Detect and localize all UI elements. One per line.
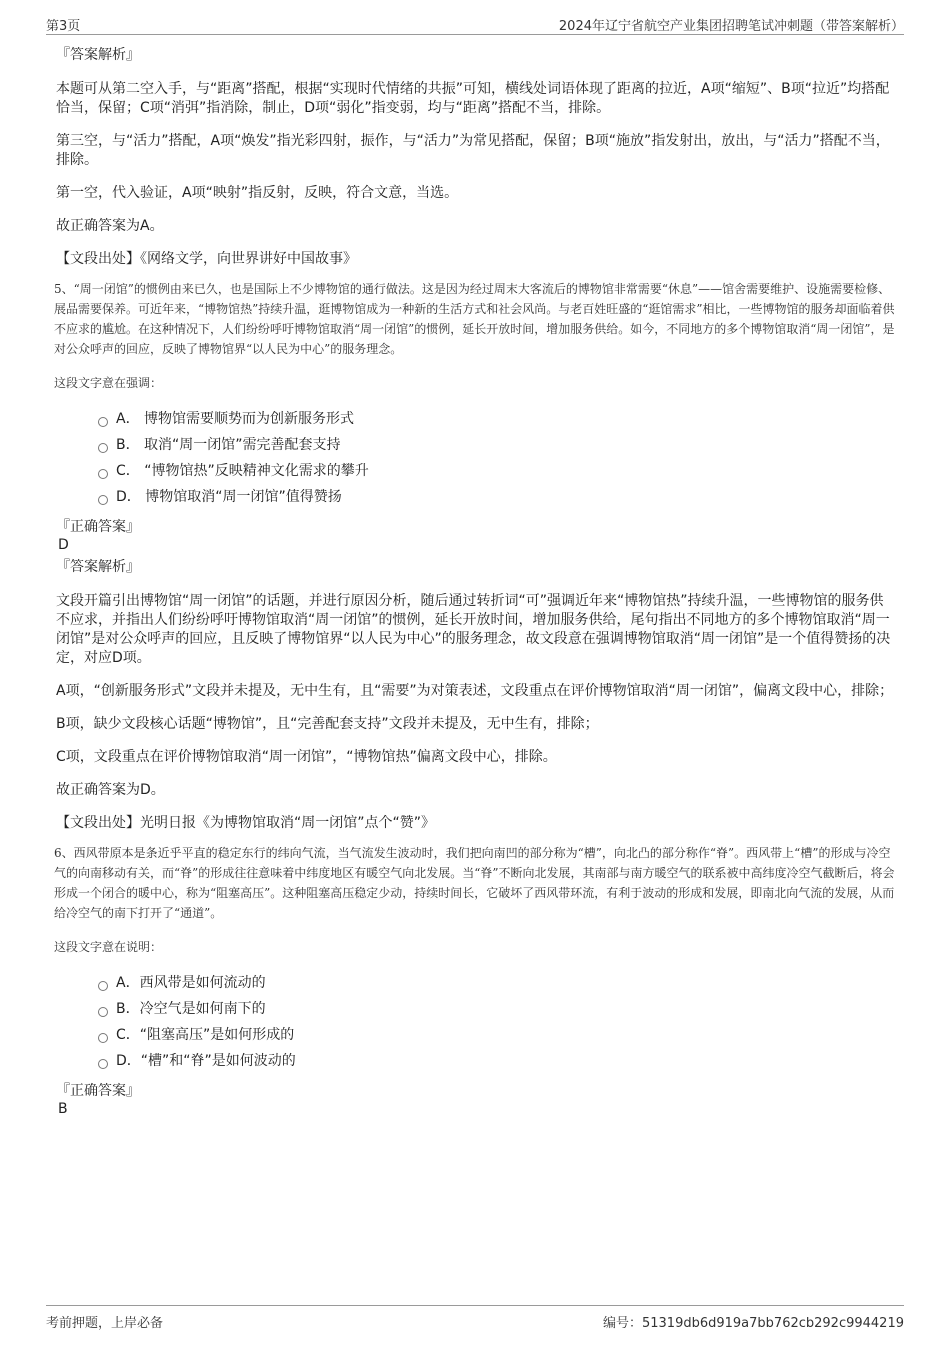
page-number: 第3页 bbox=[46, 19, 81, 34]
q4-analysis-para-4: 故正确答案为A。 bbox=[56, 218, 164, 234]
q6-answer-label: 『正确答案』 bbox=[56, 1083, 140, 1099]
radio-icon[interactable] bbox=[98, 1007, 108, 1017]
radio-icon[interactable] bbox=[98, 1033, 108, 1043]
q5-analysis-para-2: A项，“创新服务形式”文段并未提及，无中生有，且“需要”为对策表述，文段重点在评价博物馆取消“周一闭馆”，偏离文段中心，排除； bbox=[56, 683, 894, 699]
q5-prompt: 这段文字意在强调： bbox=[54, 376, 163, 390]
q5-text: 5、“周一闭馆”的惯例由来已久，也是国际上不少博物馆的通行做法。这是因为经过周末大客流后的博物馆非常需要“休息”——馆舍需要维护、设施需要检修、展品需要保养。可近年来，“博物馆热”持续升温，逛博物馆成为一种新的生活方式和社会风尚。与老百姓旺盛的“逛馆需求”相比，一些博物馆的服务却面临着供不应求的尴尬。在这种情况下，人们纷纷呼吁博物馆取消“周一闭馆”的惯例，延长开放时间，增加服务供给。如今，不同地方的多个博物馆取消“周一闭馆”，是对公众呼声的回应，反映了博物馆界“以人民为中心”的服务理念。 bbox=[54, 282, 895, 356]
radio-icon[interactable] bbox=[98, 495, 108, 505]
q5-options bbox=[98, 410, 896, 514]
page-header bbox=[46, 14, 904, 35]
q4-analysis-label: 『答案解析』 bbox=[56, 47, 140, 63]
q4-source: 【文段出处】《网络文学，向世界讲好中国故事》 bbox=[56, 251, 357, 267]
q5-option-b[interactable]: B． 取消“周一闭馆”需完善配套支持 bbox=[98, 436, 896, 462]
q6-option-b[interactable]: B．冷空气是如何南下的 bbox=[98, 1000, 896, 1026]
q5-option-a[interactable]: A． 博物馆需要顺势而为创新服务形式 bbox=[98, 410, 896, 436]
radio-icon[interactable] bbox=[98, 469, 108, 479]
q5-option-d[interactable]: D． 博物馆取消“周一闭馆”值得赞扬 bbox=[98, 488, 896, 514]
radio-icon[interactable] bbox=[98, 981, 108, 991]
q5-option-c[interactable]: C． “博物馆热”反映精神文化需求的攀升 bbox=[98, 462, 896, 488]
footer-slogan: 考前押题，上岸必备 bbox=[46, 1316, 164, 1331]
q4-analysis-para-3: 第一空，代入验证，A项“映射”指反射，反映，符合文意，当选。 bbox=[56, 185, 459, 201]
q5-analysis-para-4: C项，文段重点在评价博物馆取消“周一闭馆”，“博物馆热”偏离文段中心，排除。 bbox=[56, 749, 557, 765]
q6-prompt: 这段文字意在说明： bbox=[54, 940, 163, 954]
radio-icon[interactable] bbox=[98, 443, 108, 453]
radio-icon[interactable] bbox=[98, 1059, 108, 1069]
q4-analysis-para-2: 第三空，与“活力”搭配，A项“焕发”指光彩四射，振作，与“活力”为常见搭配，保留；B项“施放”指发射出，放出，与“活力”搭配不当，排除。 bbox=[56, 133, 890, 168]
q4-analysis-para-1: 本题可从第二空入手，与“距离”搭配，根据“实现时代情绪的共振”可知，横线处词语体现了距离的拉近，A项“缩短”、B项“拉近”均搭配恰当，保留；C项“消弭”指消除，制止，D项“弱化”指变弱，均与“距离”搭配不当，排除。 bbox=[56, 81, 890, 116]
q6-option-a[interactable]: A．西风带是如何流动的 bbox=[98, 974, 896, 1000]
q5-answer-label: 『正确答案』 bbox=[56, 519, 140, 535]
q6-option-c[interactable]: C．“阻塞高压”是如何形成的 bbox=[98, 1026, 896, 1052]
q6-text: 6、西风带原本是条近乎平直的稳定东行的纬向气流，当气流发生波动时，我们把向南凹的部分称为“槽”，向北凸的部分称作“脊”。西风带上“槽”的形成与冷空气的向南移动有关，而“脊”的形成往往意味着中纬度地区有暖空气向北发展。当“脊”不断向北发展，其南部与南方暖空气的联系被中高纬度冷空气截断后，将会形成一个闭合的暖中心，称为“阻塞高压”。这种阻塞高压稳定少动，持续时间长，它破坏了西风带环流，有利于波动的形成和发展，即南北向气流的发展，从而给冷空气的南下打开了“通道”。 bbox=[54, 846, 895, 920]
q5-analysis-para-3: B项，缺少文段核心话题“博物馆”，且“完善配套支持”文段并未提及，无中生有，排除； bbox=[56, 716, 599, 732]
q5-analysis-para-1: 文段开篇引出博物馆“周一闭馆”的话题，并进行原因分析，随后通过转折词“可”强调近年来“博物馆热”持续升温，一些博物馆的服务供不应求，并指出人们纷纷呼吁博物馆取消“周一闭馆”的惯例，延长开放时间，增加服务供给，尾句指出不同地方的多个博物馆取消“周一闭馆”是对公众呼声的回应，且反映了博物馆界“以人民为中心”的服务理念，故文段意在强调博物馆取消“周一闭馆”是一个值得赞扬的决定，对应D项。 bbox=[56, 593, 891, 666]
q5-source: 【文段出处】光明日报《为博物馆取消“周一闭馆”点个“赞”》 bbox=[56, 815, 436, 831]
document-title: 2024年辽宁省航空产业集团招聘笔试冲刺题（带答案解析） bbox=[558, 19, 904, 34]
q5-answer: D bbox=[58, 537, 69, 553]
radio-icon[interactable] bbox=[98, 417, 108, 427]
q6-option-d[interactable]: D．“槽”和“脊”是如何波动的 bbox=[98, 1052, 896, 1078]
q5-analysis-para-5: 故正确答案为D。 bbox=[56, 782, 165, 798]
page-footer bbox=[46, 1305, 904, 1331]
document-id: 编号：51319db6d919a7bb762cb292c9944219 bbox=[602, 1316, 904, 1331]
q6-answer: B bbox=[58, 1101, 68, 1117]
q6-options bbox=[98, 974, 896, 1078]
document-body bbox=[56, 46, 896, 1122]
q5-analysis-label: 『答案解析』 bbox=[56, 559, 140, 575]
